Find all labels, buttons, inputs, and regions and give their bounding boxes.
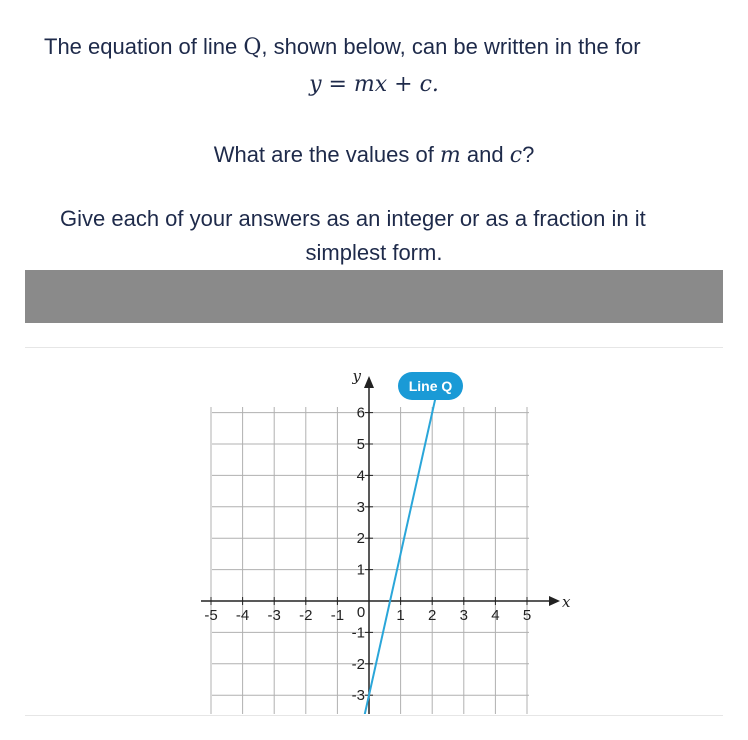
question-prompt-suffix: ?	[522, 142, 535, 167]
y-tick-label: 1	[356, 561, 365, 579]
line-q-series	[360, 394, 437, 714]
origin-label: 0	[356, 604, 366, 621]
question-prompt-prefix: What are the values of	[213, 142, 440, 167]
y-tick-label: -1	[351, 624, 365, 642]
line-q-badge-label: Line Q	[408, 378, 453, 394]
equation: y = mx + c.	[309, 72, 439, 97]
question-text-prefix: The equation of line	[44, 34, 244, 59]
var-m: m	[439, 143, 461, 168]
x-tick-label: 5	[522, 607, 532, 624]
x-tick-label: 4	[491, 607, 500, 624]
y-tick-label: 3	[356, 498, 365, 516]
x-tick-label: -4	[235, 607, 250, 624]
x-axis-label: x	[562, 593, 571, 611]
question-line-1	[44, 34, 724, 60]
x-tick-label: -1	[330, 607, 345, 624]
y-axis-arrow	[364, 376, 374, 388]
var-c: c	[509, 143, 523, 168]
divider-bottom	[25, 715, 723, 716]
line-symbol: Q	[243, 35, 262, 60]
y-tick-label: 6	[356, 404, 365, 422]
y-tick-label: 4	[356, 467, 365, 485]
x-axis-arrow	[549, 596, 560, 606]
y-tick-label: 2	[356, 530, 365, 548]
x-tick-label: 3	[459, 607, 468, 624]
question-prompt-and: and	[460, 142, 510, 167]
instruction-line-2: simplest form.	[305, 240, 443, 265]
instruction-line-1: Give each of your answers as an integer or as a fraction in it	[60, 206, 646, 231]
y-tick-label: 5	[356, 436, 365, 453]
answer-area-bar	[25, 270, 723, 323]
y-tick-label: -3	[351, 687, 365, 705]
y-tick-label: -2	[351, 655, 365, 673]
y-axis-label: y	[352, 367, 361, 385]
question-line-3	[0, 142, 748, 168]
x-tick-label: -5	[204, 607, 218, 624]
coordinate-graph	[0, 348, 748, 714]
grid	[211, 404, 532, 714]
question-text-suffix: , shown below, can be written in the for	[261, 34, 641, 59]
tick-labels	[204, 367, 571, 704]
line-q-badge	[398, 372, 463, 400]
x-tick-label: 2	[428, 607, 437, 624]
x-tick-label: -3	[267, 607, 281, 624]
x-tick-label: 1	[396, 607, 405, 624]
line-q	[360, 394, 437, 714]
x-tick-label: -2	[299, 607, 313, 624]
